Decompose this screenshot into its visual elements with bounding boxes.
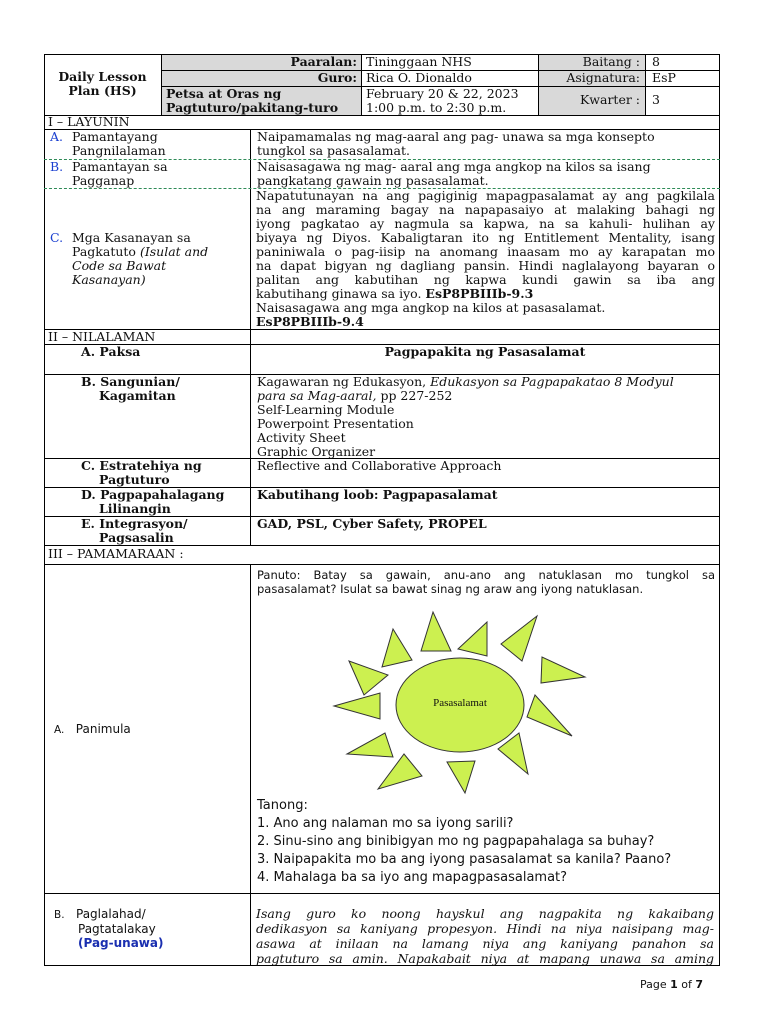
sun-ray [382,629,412,667]
tanong-block: Tanong: 1. Ano ang nalaman mo sa iyong sarili? 2. Sinu-sino ang binibigyan mo ng pagpapahalaga sa buhay? 3. Naipapakita mo ba ang iyong pasasalamat sa kanila? Paano? 4. Mahalaga ba sa iyo ang mapagpasasalamat? [257,798,672,885]
pamamaraan-heading: III – PAMAMARAAN : [48,546,184,561]
guro-label: Guro: [317,70,357,85]
pagpapahalaga-label: D. Pagpapahalagang Lilinangin [81,487,225,516]
sun-ray [458,622,487,656]
list-item: 1. Ano ang nalaman mo sa iyong sarili? [257,816,514,831]
petsa-label: Petsa at Oras ng Pagtuturo/pakitang-turo [166,86,339,115]
layunin-c-text: Napatutunayan na ang pagiginig mapagpasalamat ay ang pagkilala na ang maraming bagay na napapasaiyo at malaking bahagi ng iyong pagkatao ay nagmula sa kapwa, na sa kahuli- hulihan ay biyaya ng Diyos. Kabaligtaran ito ng Entitlement Mentality, isang paniniwala o pag-iisip na anomang inaasam mo ay karapatan mo na dapat bigyan ng dagliang pansin. Hindi naglalayong bayaran o palitan ang kabutihan ng kapwa kundi gawin sa iba ang kabutihang ginawa sa iyo. EsP8PBIIIb-9.3 Naisasagawa ang mga angkop na kilos at pasasalamat. EsP8PBIIIb-9.4 [256,188,715,329]
asignatura-label: Asignatura: [566,70,640,85]
layunin-b-text: Naisasagawa ng mag- aaral ang mga angkop na kilos sa isang pangkatang gawain ng pasasalamat. [257,159,651,188]
code-esp8-9-3: EsP8PBIIIb-9.3 [425,286,534,301]
list-item: 3. Naipapakita mo ba ang iyong pasasalamat sa kanila? Paano? [257,852,672,867]
petsa-value: February 20 & 22, 2023 1:00 p.m. to 2:30 p.m. [366,86,519,115]
layunin-a-label: Pamantayang Pangnilalaman [72,129,166,158]
layunin-b-label: Pamantayan sa Pagganap [72,159,168,188]
paglalahad-text: Isang guro ko noong hayskul ang nagpakita ng kakaibang dedikasyon sa kaniyang propesyon. Hindi na niya naisipang mag- asawa at inilaan na lamang niya ang kaniyang panahon sa pagtuturo sa amin. Napakabait niya at mapang unawa sa aming [256,906,714,966]
integrasyon-label: E. Integrasyon/ Pagsasalin [81,516,188,545]
page-number: Page 1 of 7 [640,978,704,991]
baitang-value: 8 [652,54,660,69]
paaralan-label: Paaralan: [290,54,357,69]
sun-ray [447,761,475,793]
sangunian-label: B. Sangunian/ Kagamitan [81,374,180,403]
list-item: Graphic Organizer [257,444,376,459]
layunin-c-label: Mga Kasanayan sa Pagkatuto (Isulat and Code sa Bawat Kasanayan) [72,230,209,287]
pagpapahalaga-value: Kabutihang loob: Pagpapasalamat [257,487,498,502]
sun-ray [541,657,585,683]
sun-ray [347,733,393,757]
paksa-label: A. Paksa [81,344,141,359]
doc-title: Daily Lesson Plan (HS) [58,69,147,98]
sun-ray [501,616,537,661]
code-esp8-9-4: EsP8PBIIIb-9.4 [256,314,364,329]
sun-ray [334,693,380,719]
paksa-value: Pagpapakita ng Pasasalamat [384,344,586,359]
estratehiya-label: C. Estratehiya ng Pagtuturo [81,458,202,487]
list-item: 2. Sinu-sino ang binibigyan mo ng pagpapahalaga sa buhay? [257,834,655,849]
panuto-text: Panuto: Batay sa gawain, anu-ano ang natuklasan mo tungkol sa pasasalamat? Isulat sa bawat sinag ng araw ang iyong natuklasan. [257,568,715,596]
layunin-heading: I – LAYUNIN [48,114,130,129]
list-item: Powerpoint Presentation [257,416,414,431]
panimula-label: A. Panimula [54,722,131,736]
asignatura-value: EsP [652,70,676,85]
layunin-a-text: Naipamamalas ng mag-aaral ang pag- unawa sa mga konsepto tungkol sa pasasalamat. [257,129,655,158]
sangunian-value: Kagawaran ng Edukasyon, Edukasyon sa Pagpapakatao 8 Modyul para sa Mag-aaral, pp 227-252 Self-Learning Module Powerpoint Presentation Activity Sheet Graphic Organizer [257,374,674,459]
sun-ray [421,612,451,651]
paglalahad-label: B. Paglalahad/ Pagtatalakay (Pag-unawa) [54,907,164,950]
estratehiya-value: Reflective and Collaborative Approach [257,458,502,473]
list-item: 4. Mahalaga ba sa iyo ang mapagpasasalamat? [257,870,568,885]
guro-value: Rica O. Dionaldo [366,70,472,85]
sun-ray [378,754,422,789]
kwarter-value: 3 [652,92,660,107]
sun-label: Pasasalamat [433,697,487,709]
kwarter-label: Kwarter : [579,92,640,107]
layunin-a-letter: A. [50,129,64,144]
layunin-b-letter: B. [50,159,64,174]
nilalaman-heading: II – NILALAMAN [48,329,156,344]
baitang-label: Baitang : [582,54,640,69]
paaralan-value: Tininggaan NHS [366,54,472,69]
layunin-c-letter: C. [50,230,64,245]
integrasyon-value: GAD, PSL, Cyber Safety, PROPEL [257,516,487,531]
list-item: Activity Sheet [257,430,346,445]
sun-ray [527,695,572,736]
list-item: Self-Learning Module [257,402,395,417]
